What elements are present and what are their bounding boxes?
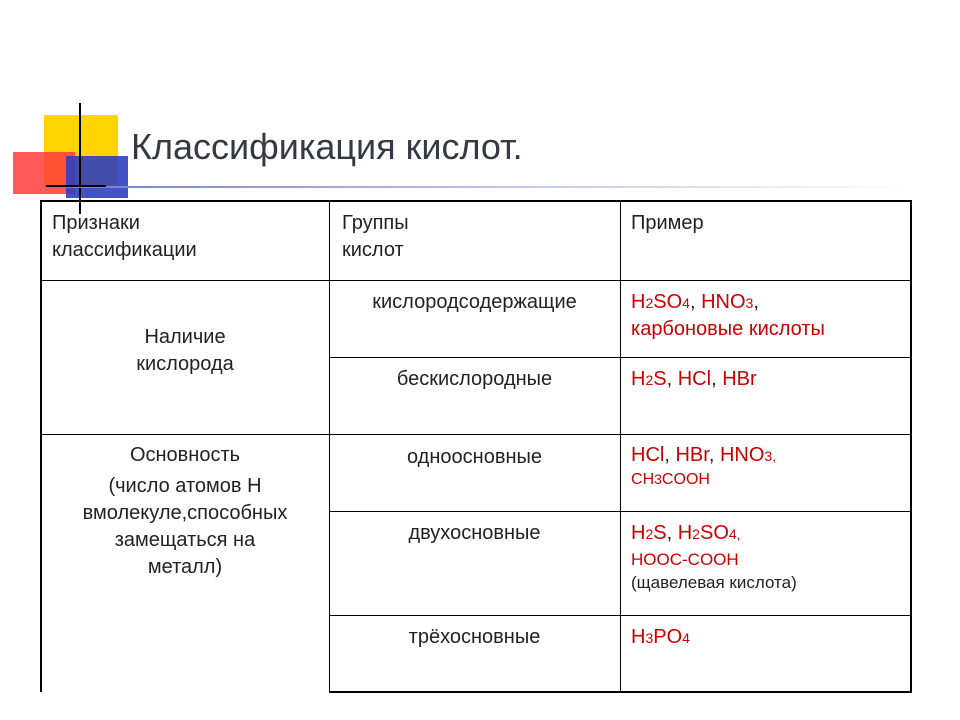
chem-part: H <box>677 522 693 544</box>
chem-part: O <box>685 471 699 488</box>
formula-line: H2SO4, HNO3, <box>631 291 759 313</box>
chem-part: O <box>666 626 683 648</box>
table-rule-r2 <box>40 434 912 435</box>
group-monobasic: одноосновные <box>407 446 542 468</box>
chem-part: H <box>631 291 646 313</box>
table-rule-col1 <box>329 200 330 692</box>
example-monobasic <box>631 442 907 491</box>
table-border-right <box>910 200 912 692</box>
header-groups-line2: кислот <box>342 239 404 261</box>
header-groups-line1: Группы <box>342 212 409 234</box>
table-rule-r3 <box>329 511 912 512</box>
criterion-basicity-line2: (число атомов Н <box>108 475 262 497</box>
chem-part: HCl <box>677 368 712 390</box>
criterion-oxygen-line1: Наличие <box>144 326 226 348</box>
chem-part: H <box>631 368 646 390</box>
chem-part: C <box>631 471 643 488</box>
example-carboxylic-acids: карбоновые кислоты <box>631 318 825 340</box>
table-rule-r4 <box>329 615 912 616</box>
table-rule-header <box>40 280 912 281</box>
chem-part: HBr <box>675 444 709 466</box>
chem-part: O <box>748 444 765 466</box>
criterion-basicity-line5: металл) <box>147 556 223 578</box>
criterion-basicity-line4: замещаться на <box>114 529 256 551</box>
chem-part: , <box>664 444 676 466</box>
chem-part: H <box>631 522 646 544</box>
chem-part: S <box>653 522 667 544</box>
chem-part: O <box>713 522 729 544</box>
slide-title: Классификация кислот. <box>131 126 523 167</box>
chem-part: , <box>666 368 678 390</box>
table-rule-r1 <box>329 357 912 358</box>
table-border-top <box>40 200 912 202</box>
formula-line <box>631 469 907 491</box>
chem-part: N <box>734 444 749 466</box>
chem-part: 3 <box>654 471 662 487</box>
chem-part: , <box>689 291 702 313</box>
criterion-basicity-line1: Основность <box>129 444 241 466</box>
group-oxygen-containing: кислородсодержащие <box>372 291 577 313</box>
example-tribasic <box>631 624 907 651</box>
chem-part: O <box>673 471 686 488</box>
criterion-oxygen-line2: кислорода <box>136 353 234 375</box>
example-dibasic <box>631 520 907 595</box>
formula-oxalic: HOOC-COOH <box>631 550 739 569</box>
chem-part: , <box>666 522 678 544</box>
header-criteria-line2: классификации <box>52 239 197 261</box>
chem-part: H <box>642 471 655 488</box>
example-oxygen-free <box>631 366 907 393</box>
chem-part: 2 <box>645 526 654 542</box>
criterion-oxygen <box>44 324 326 378</box>
chem-part: 3 <box>645 630 654 646</box>
chem-part: , <box>711 368 723 390</box>
chem-part: 4 <box>682 295 690 311</box>
chem-part: 2 <box>645 295 654 311</box>
chem-part: HBr <box>722 368 757 390</box>
chem-part: O <box>729 291 746 313</box>
group-oxygen-free: бескислородные <box>396 368 553 390</box>
chem-part: 3 <box>745 295 754 311</box>
chem-part: O <box>666 291 683 313</box>
criterion-basicity-line3: вмолекуле,способных <box>82 502 288 524</box>
chem-part: HCl <box>631 444 665 466</box>
formula-line: H2S, H2SO4, <box>631 522 741 544</box>
header-example <box>631 210 901 237</box>
criterion-basicity <box>44 442 326 581</box>
chem-part: C <box>661 471 674 488</box>
chem-part: S <box>653 368 667 390</box>
chem-part: P <box>653 626 667 648</box>
table-border-bottom <box>329 691 912 693</box>
chem-part: H <box>698 471 710 488</box>
chem-part: S <box>653 291 667 313</box>
group-tribasic: трёхосновные <box>408 626 541 648</box>
chem-part: N <box>715 291 730 313</box>
chem-part: 2 <box>645 372 654 388</box>
table-border-left <box>40 200 42 692</box>
group-dibasic: двухосновные <box>408 522 541 544</box>
header-criteria <box>52 210 322 264</box>
chem-part: H <box>719 444 735 466</box>
header-example-line1: Пример <box>631 212 704 234</box>
chem-part: , <box>708 444 720 466</box>
chem-part: H <box>631 626 646 648</box>
table-rule-col2 <box>620 200 621 692</box>
header-groups <box>342 210 612 264</box>
example-oxygen-containing <box>631 289 907 343</box>
chem-part: 4 <box>728 526 737 542</box>
chem-part: S <box>699 522 714 544</box>
chem-part: 2 <box>692 526 700 542</box>
example-oxalic-note: (щавелевая кислота) <box>631 572 797 592</box>
formula-line: HCl, HBr, HNO3, <box>631 444 777 466</box>
chem-part: H <box>701 291 716 313</box>
chem-part: 3 <box>764 448 773 464</box>
chem-part: 4 <box>682 630 690 646</box>
header-criteria-line1: Признаки <box>52 212 140 234</box>
